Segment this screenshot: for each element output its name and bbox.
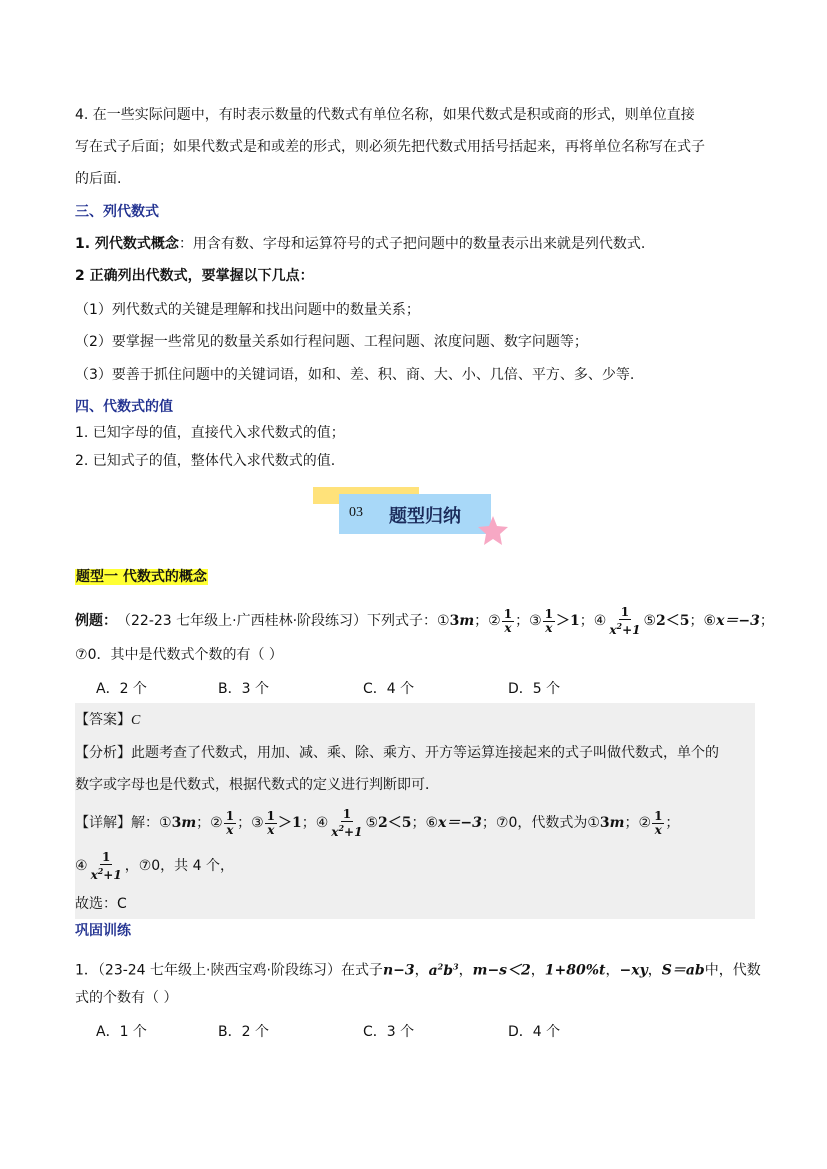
circled-number: ⑦ [75,647,88,663]
section-heading: 三、列代数式 [75,204,159,220]
type-heading-text: 题型一 代数式的概念 [76,569,207,585]
expr: S＝ab [661,962,705,979]
paragraph-line: 的后面. [75,171,122,187]
expr: ＞1 [556,613,580,629]
option-b: B．2 个 [218,1024,269,1040]
detail-line: ④ $\frac{1}{x^2+1}$ ， ⑦ 0，共 4 个， [75,849,234,882]
definition-text: ：用含有数、字母和运算符号的式子把问题中的数量表示出来就是列代数式. [178,236,646,252]
banner [339,494,491,534]
expr: m−s＜2 [472,962,531,979]
circled-number: ⑥ [703,613,717,629]
expr: −xy [619,962,648,979]
fraction: $\frac{1}{x}$ [544,606,554,635]
banner-title: 题型归纳 [389,506,461,527]
option-d: D．5 个 [508,681,561,697]
definition-line [75,234,645,254]
star-icon [476,514,510,548]
expr: x＝−3 [716,613,760,629]
list-item: 2. 已知式子的值，整体代入求代数式的值. [75,453,336,469]
fraction: $\frac{1}{x^2+1}$ [609,604,641,637]
example-line [75,603,774,639]
list-item: （1）列代数式的关键是理解和找出问题中的数量关系； [75,302,420,318]
fraction: $\frac{1}{x}$ [503,606,513,635]
question-line: 1．（23-24 七年级上·陕西宝鸡·阶段练习）在式子n−3，$a^2b^3$，m−s＜2，1+80%t，−xy，S＝ab中，代数 [75,961,761,979]
question-tail: 0．其中是代数式个数的有（ ） [87,647,283,663]
expr: n−3 [382,962,415,979]
circled-number: ⑤ [643,613,657,629]
option-c: C．3 个 [363,1024,415,1040]
banner-number: 03 [349,505,363,520]
answer-value: C [131,713,141,728]
detail-label: 【详解】 [75,815,131,831]
analysis-text: 此题考查了代数式，用加、减、乘、除、乘方、开方等运算连接起来的式子叫做代数式，单个的 [131,745,719,761]
section-heading: 巩固训练 [75,923,131,939]
paragraph-line: 4. 在一些实际问题中，有时表示数量的代数式有单位名称，如果代数式是积或商的形式，则单位直接 [75,107,695,123]
section-heading: 四、代数式的值 [75,399,173,415]
example-line [75,645,283,665]
analysis-line [75,743,719,763]
list-item: （2）要掌握一些常见的数量关系如行程问题、工程问题、浓度问题、数字问题等； [75,334,588,350]
example-source: （22-23 七年级上·广西桂林·阶段练习）下列式子： [117,613,438,629]
example-label: 例题： [75,613,117,629]
expr: $a^2b^3$ [428,961,459,979]
expr: 3 [449,613,460,629]
circled-number: ④ [593,613,607,629]
expr: m [459,613,475,629]
separator: ； [689,613,704,629]
paragraph-line: 写在式子后面；如果代数式是和或差的形式，则必须先把代数式用括号括起来，再将单位名称写在式子 [75,139,705,155]
separator: ； [515,613,530,629]
list-item: 1. 已知字母的值，直接代入求代数式的值； [75,425,345,441]
option-d: D．4 个 [508,1024,561,1040]
analysis-line: 数字或字母也是代数式，根据代数式的定义进行判断即可． [75,777,439,793]
analysis-label: 【分析】 [75,745,131,761]
expr: 2＜5 [656,613,690,629]
type-heading [75,567,208,587]
expr: 1+80%t [544,962,606,979]
subheading: 2 正确列出代数式，要掌握以下几点： [75,268,314,284]
definition-term: 1. 列代数式概念 [75,236,179,252]
option-a: A．2 个 [96,681,147,697]
separator: ； [579,613,594,629]
option-b: B．3 个 [218,681,269,697]
choice-line: 故选：C [75,896,127,912]
separator: ； [759,613,774,629]
option-c: C．4 个 [363,681,415,697]
option-a: A．1 个 [96,1024,147,1040]
circled-number: ① [437,613,450,629]
circled-number: ③ [529,613,542,629]
circled-number: ② [488,613,501,629]
answer-line [75,710,140,731]
detail-line: 【详解】 解： ① 3 m ； ② $\frac{1}{x}$ ； ③ $\frac{1}{x}$ ＞1 ； ④ $\frac{1}{x^2+1}$ ⑤ 2＜5 ； ⑥ x＝−3 ； ⑦ 0，代数式为 ① 3 m ； ② $\frac{1}{x}$ ； [75,806,680,839]
separator: ； [474,613,489,629]
question-line: 式的个数有（ ） [75,990,178,1006]
answer-label: 【答案】 [75,712,131,728]
list-item: （3）要善于抓住问题中的关键词语，如和、差、积、商、大、小、几倍、平方、多、少等. [75,367,635,383]
